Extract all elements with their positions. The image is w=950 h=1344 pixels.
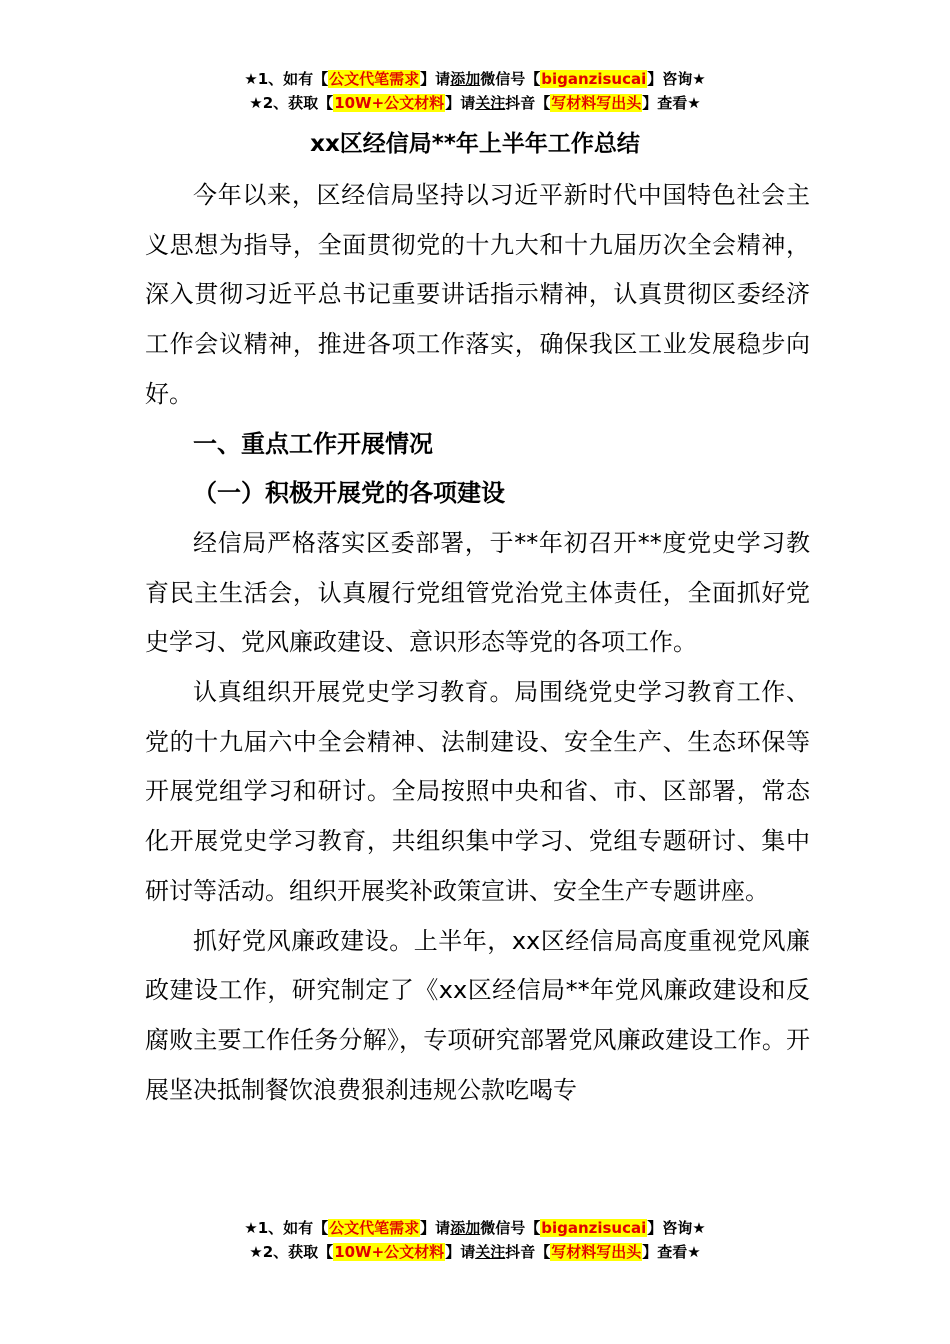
- promo-line-1: [0, 1216, 950, 1240]
- body-paragraph: 抓好党风廉政建设。上半年，xx区经信局高度重视党风廉政建设工作，研究制定了《xx区经信局**年党风廉政建设和反腐败主要工作任务分解》，专项研究部署党风廉政建设工作。开展坚决抵制餐饮浪费狠刹违规公款吃喝专: [145, 926, 810, 1104]
- promo-highlight: 公文代笔需求: [329, 70, 420, 88]
- promo-text: ★1、如有【: [244, 70, 329, 88]
- promo-text: 】咨询★: [647, 1219, 706, 1237]
- section-heading: 一、重点工作开展情况: [193, 429, 433, 458]
- promo-text: 】查看★: [642, 1243, 701, 1261]
- promo-text: 微信号【: [480, 70, 541, 88]
- promo-highlight: 10W+公文材料: [334, 1243, 445, 1261]
- promo-banner-bottom: [0, 1216, 950, 1264]
- promo-text: 抖音【: [505, 94, 551, 112]
- promo-line-2: [0, 91, 950, 115]
- promo-text: 】请: [445, 94, 476, 112]
- promo-highlight: 公文代笔需求: [329, 1219, 420, 1237]
- promo-text: ★2、获取【: [249, 94, 334, 112]
- promo-wechat-id: biganzisucai: [541, 1219, 647, 1237]
- promo-underline: 添加: [450, 70, 481, 88]
- intro-paragraph: 今年以来，区经信局坚持以习近平新时代中国特色社会主义思想为指导，全面贯彻党的十九大和十九届历次全会精神，深入贯彻习近平总书记重要讲话指示精神，认真贯彻区委经济工作会议精神，推进各项工作落实，确保我区工业发展稳步向好。: [145, 181, 810, 408]
- promo-text: ★2、获取【: [249, 1243, 334, 1261]
- promo-underline: 关注: [475, 94, 506, 112]
- promo-line-1: [0, 67, 950, 91]
- promo-line-2: [0, 1240, 950, 1264]
- document-body: [145, 171, 810, 1115]
- subsection-heading: （一）积极开展党的各项建设: [193, 479, 505, 508]
- promo-text: 】请: [420, 1219, 451, 1237]
- body-paragraph: 经信局严格落实区委部署，于**年初召开**度党史学习教育民主生活会，认真履行党组管党治党主体责任，全面抓好党史学习、党风廉政建设、意识形态等党的各项工作。: [145, 528, 810, 657]
- promo-text: 】请: [445, 1243, 476, 1261]
- promo-text: 微信号【: [480, 1219, 541, 1237]
- promo-text: 】请: [420, 70, 451, 88]
- promo-banner-top: [0, 67, 950, 115]
- promo-wechat-id: biganzisucai: [541, 70, 647, 88]
- document-title: xx区经信局**年上半年工作总结: [310, 131, 640, 157]
- promo-text: 抖音【: [505, 1243, 551, 1261]
- body-paragraph: 认真组织开展党史学习教育。局围绕党史学习教育工作、党的十九届六中全会精神、法制建设、安全生产、生态环保等开展党组学习和研讨。全局按照中央和省、市、区部署，常态化开展党史学习教育，共组织集中学习、党组专题研讨、集中研讨等活动。组织开展奖补政策宣讲、安全生产专题讲座。: [145, 678, 810, 905]
- promo-underline: 添加: [450, 1219, 481, 1237]
- promo-douyin-id: 写材料写出头: [551, 94, 642, 112]
- promo-underline: 关注: [475, 1243, 506, 1261]
- promo-douyin-id: 写材料写出头: [551, 1243, 642, 1261]
- promo-text: ★1、如有【: [244, 1219, 329, 1237]
- promo-text: 】查看★: [642, 94, 701, 112]
- promo-text: 】咨询★: [647, 70, 706, 88]
- promo-highlight: 10W+公文材料: [334, 94, 445, 112]
